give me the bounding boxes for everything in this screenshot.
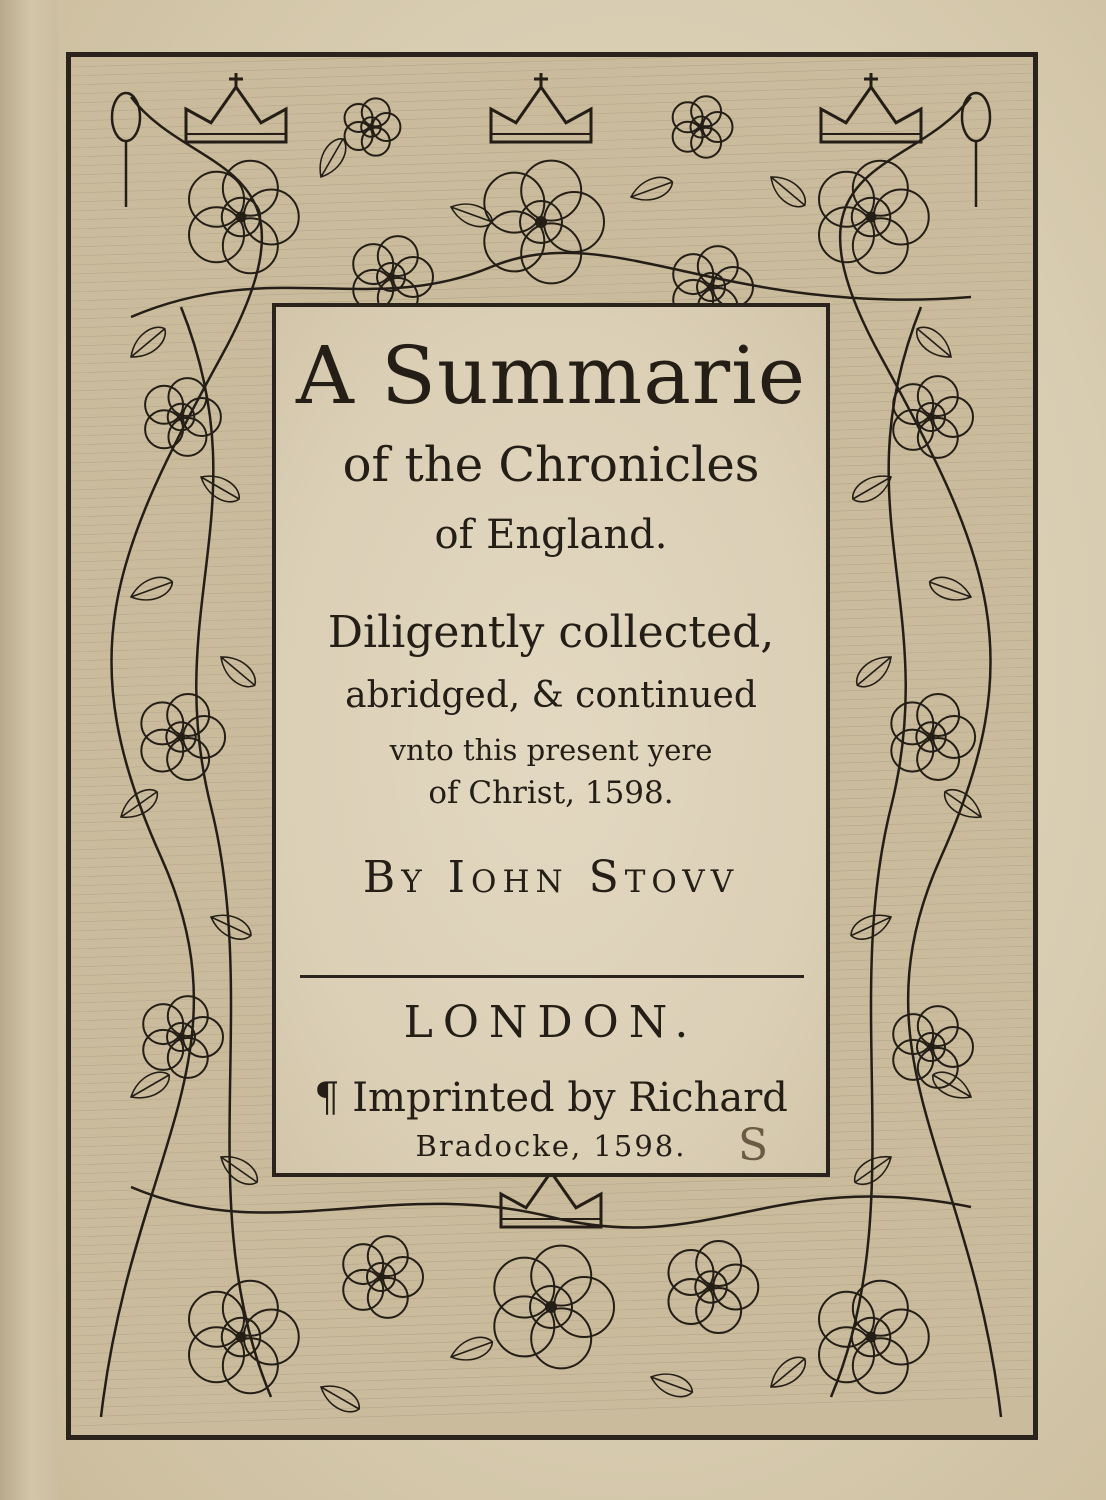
subtitle-line-2: abridged, & continued: [345, 675, 757, 716]
book-gutter: [0, 0, 58, 1500]
thistle-icon: [112, 93, 140, 141]
leaf-icon: [115, 784, 162, 826]
tudor-rose-icon: [343, 1236, 423, 1318]
place-of-printing: LONDON.: [403, 997, 699, 1048]
leaf-icon: [765, 1351, 812, 1395]
leaf-icon: [196, 468, 244, 507]
leaf-icon: [851, 649, 898, 693]
divider-rule: [300, 975, 804, 978]
leaf-icon: [316, 1378, 364, 1417]
leaf-icon: [215, 1149, 262, 1191]
vine-icon: [840, 97, 1001, 1417]
tudor-rose-icon: [141, 694, 225, 780]
vine-icon: [131, 1187, 971, 1228]
subtitle-line-1: Diligently collected,: [327, 607, 775, 658]
leaf-icon: [847, 908, 895, 945]
tudor-rose-icon: [668, 1241, 758, 1333]
leaf-icon: [448, 1333, 496, 1367]
page-title: A Summarie: [295, 329, 807, 422]
leaf-icon: [939, 784, 986, 826]
subtitle-line-3: vnto this present yere: [389, 733, 713, 767]
thistle-icon: [962, 93, 990, 141]
tudor-rose-icon: [819, 161, 929, 274]
vine-icon: [181, 307, 271, 1397]
tudor-rose-icon: [189, 1281, 299, 1394]
leaf-icon: [928, 1066, 976, 1105]
leaf-icon: [926, 573, 974, 607]
title-line-3: of England.: [434, 512, 668, 558]
tudor-rose-icon: [494, 1246, 614, 1369]
leaf-icon: [648, 1368, 696, 1402]
tudor-rose-icon: [673, 96, 733, 157]
subtitle-line-4: of Christ, 1598.: [428, 775, 674, 811]
title-panel: [272, 303, 830, 1177]
pencil-mark: S: [738, 1120, 769, 1171]
author-line: By Iohn Stovv: [362, 852, 740, 903]
imprint-line-1: ¶ Imprinted by Richard: [314, 1075, 788, 1121]
imprint-line-2: Bradocke, 1598.: [415, 1129, 687, 1163]
title-line-2: of the Chronicles: [342, 437, 760, 493]
